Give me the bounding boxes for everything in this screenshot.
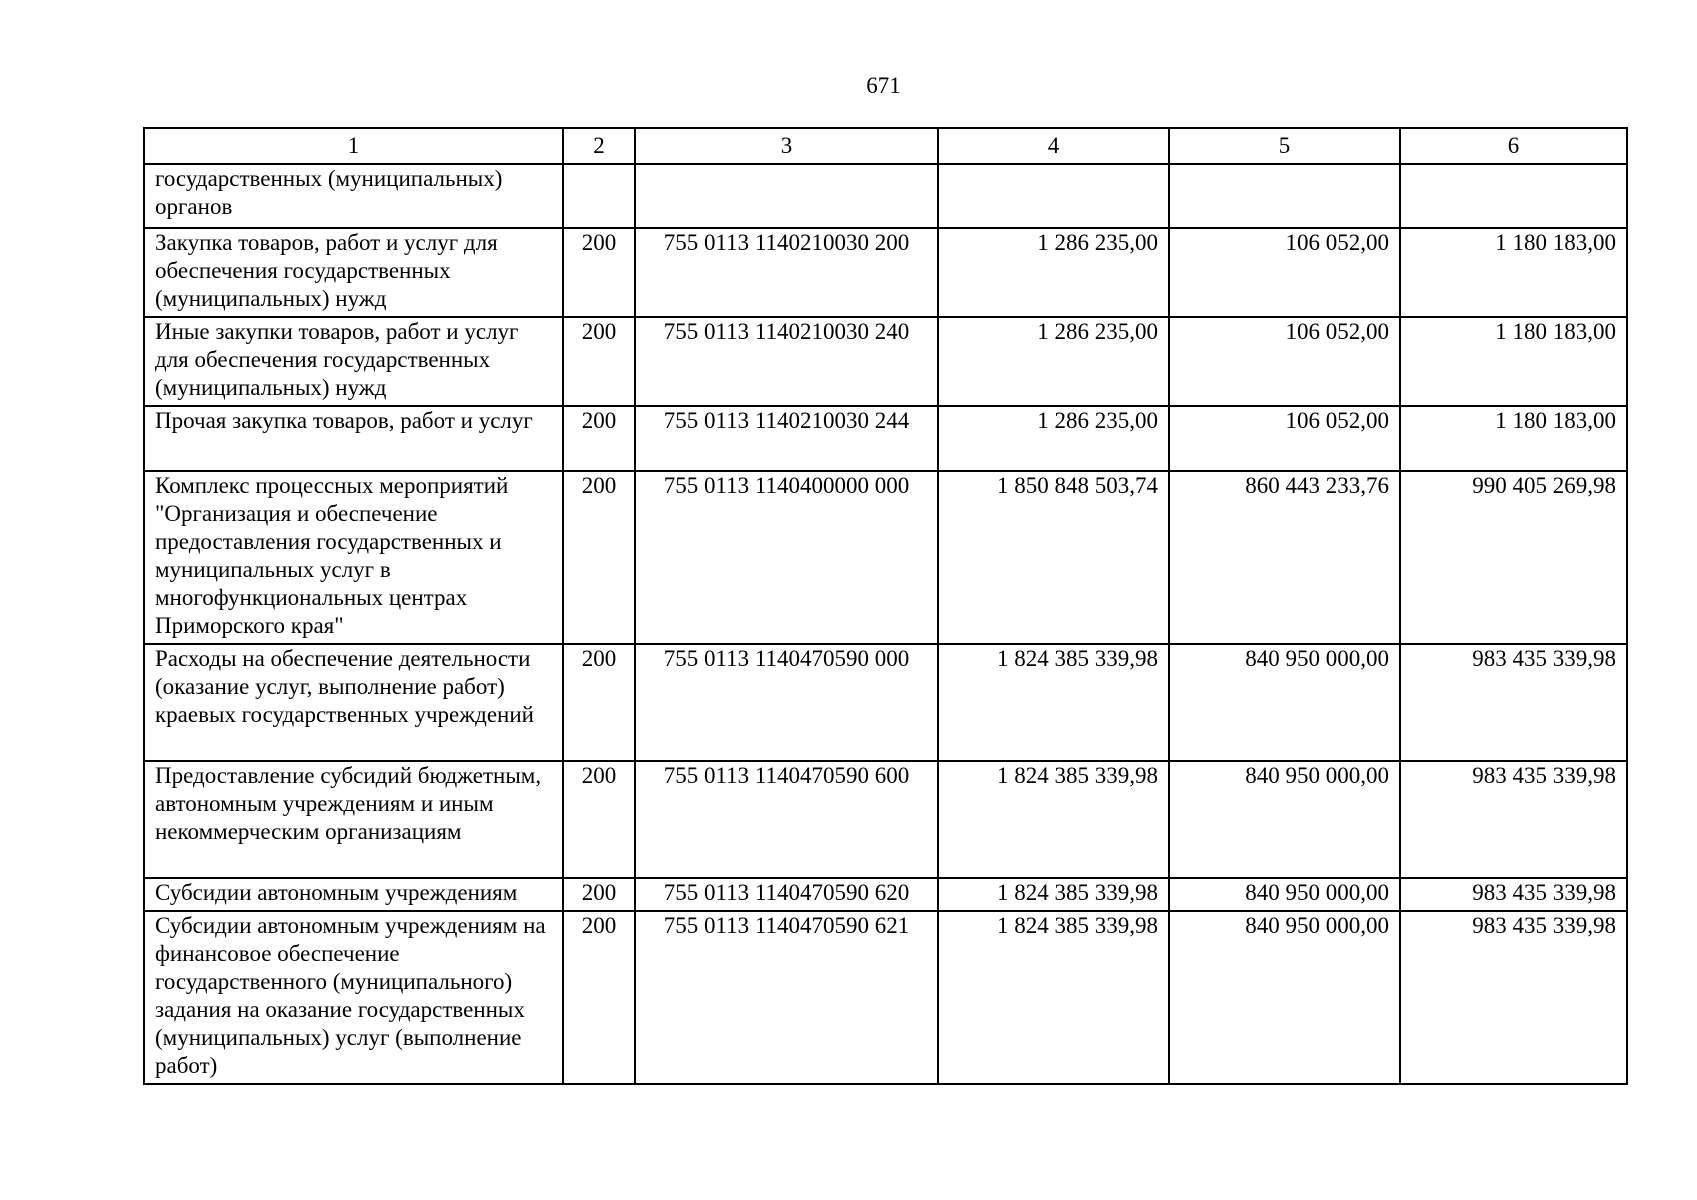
budget-table [143,127,1628,1085]
table-row [144,878,1627,911]
row-classification [635,164,938,228]
header-cell: 5 [1169,128,1400,164]
row-description: Прочая закупка товаров, работ и услуг [144,406,563,471]
row-value-col5: 840 950 000,00 [1169,878,1400,911]
table-row [144,761,1627,878]
header-row [144,128,1627,164]
row-classification: 755 0113 1140470590 620 [635,878,938,911]
row-description: государственных (муниципальных) органов [144,164,563,228]
table-row [144,228,1627,317]
row-value-col6 [1400,164,1627,228]
header-cell: 6 [1400,128,1627,164]
row-value-col4 [938,164,1169,228]
row-value-col6: 983 435 339,98 [1400,878,1627,911]
row-description: Расходы на обеспечение деятельности (оказание услуг, выполнение работ) краевых государственных учреждений [144,644,563,761]
table-row [144,164,1627,228]
table-header [144,128,1627,164]
row-value-col6: 990 405 269,98 [1400,471,1627,644]
row-value-col4: 1 850 848 503,74 [938,471,1169,644]
row-classification: 755 0113 1140210030 244 [635,406,938,471]
row-code: 200 [563,406,635,471]
row-value-col4: 1 286 235,00 [938,406,1169,471]
row-code: 200 [563,471,635,644]
table-row [144,406,1627,471]
table-row [144,911,1627,1084]
row-value-col4: 1 824 385 339,98 [938,878,1169,911]
row-value-col4: 1 824 385 339,98 [938,761,1169,878]
header-cell: 2 [563,128,635,164]
row-value-col5: 106 052,00 [1169,228,1400,317]
row-value-col5: 840 950 000,00 [1169,911,1400,1084]
row-description: Комплекс процессных мероприятий "Организация и обеспечение предоставления государственных и муниципальных услуг в многофункциональных центрах Приморского края" [144,471,563,644]
row-description: Субсидии автономным учреждениям [144,878,563,911]
row-classification: 755 0113 1140470590 000 [635,644,938,761]
row-code [563,164,635,228]
row-value-col6: 1 180 183,00 [1400,228,1627,317]
row-code: 200 [563,761,635,878]
row-code: 200 [563,644,635,761]
row-value-col6: 1 180 183,00 [1400,406,1627,471]
row-classification: 755 0113 1140400000 000 [635,471,938,644]
header-cell: 1 [144,128,563,164]
row-value-col5: 106 052,00 [1169,406,1400,471]
table-body [144,164,1627,1084]
row-classification: 755 0113 1140470590 621 [635,911,938,1084]
row-value-col6: 1 180 183,00 [1400,317,1627,406]
row-classification: 755 0113 1140210030 200 [635,228,938,317]
header-cell: 4 [938,128,1169,164]
row-classification: 755 0113 1140470590 600 [635,761,938,878]
row-value-col6: 983 435 339,98 [1400,644,1627,761]
row-value-col4: 1 286 235,00 [938,228,1169,317]
row-description: Иные закупки товаров, работ и услуг для обеспечения государственных (муниципальных) нужд [144,317,563,406]
row-value-col5 [1169,164,1400,228]
row-value-col4: 1 824 385 339,98 [938,644,1169,761]
header-cell: 3 [635,128,938,164]
row-code: 200 [563,228,635,317]
row-description: Закупка товаров, работ и услуг для обеспечения государственных (муниципальных) нужд [144,228,563,317]
row-code: 200 [563,878,635,911]
row-code: 200 [563,317,635,406]
table-row [144,644,1627,761]
row-value-col5: 840 950 000,00 [1169,761,1400,878]
row-value-col6: 983 435 339,98 [1400,911,1627,1084]
row-value-col5: 840 950 000,00 [1169,644,1400,761]
row-classification: 755 0113 1140210030 240 [635,317,938,406]
row-value-col4: 1 824 385 339,98 [938,911,1169,1084]
row-value-col5: 860 443 233,76 [1169,471,1400,644]
row-description: Предоставление субсидий бюджетным, автономным учреждениям и иным некоммерческим организациям [144,761,563,878]
row-description: Субсидии автономным учреждениям на финансовое обеспечение государственного (муниципального) задания на оказание государственных (муниципальных) услуг (выполнение работ) [144,911,563,1084]
page-number: 671 [866,73,901,98]
row-value-col5: 106 052,00 [1169,317,1400,406]
row-code: 200 [563,911,635,1084]
table-row [144,317,1627,406]
table-row [144,471,1627,644]
row-value-col6: 983 435 339,98 [1400,761,1627,878]
row-value-col4: 1 286 235,00 [938,317,1169,406]
